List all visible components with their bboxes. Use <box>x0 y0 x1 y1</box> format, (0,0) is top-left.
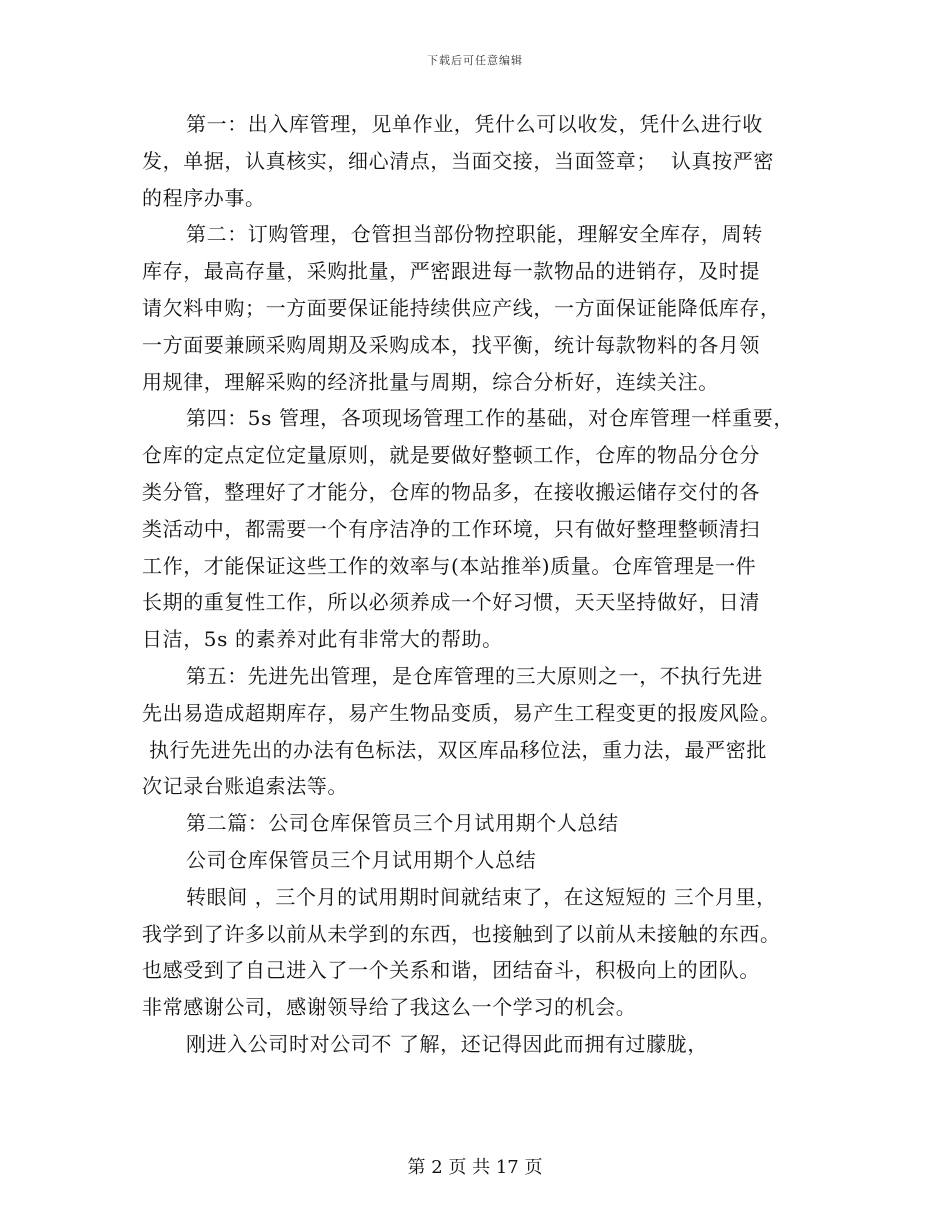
document-body <box>142 106 814 1063</box>
text-line: 第二篇：公司仓库保管员三个月试用期个人总结 <box>186 811 619 836</box>
text-line: 我学到了许多以前从未学到的东西，也接触到了以前从未接触的东西。 <box>142 921 781 946</box>
text-line: 一方面要兼顾采购周期及采购成本，找平衡，统计每款物料的各月领 <box>142 332 760 357</box>
text-line: 长期的重复性工作，所以必须养成一个好习惯，天天坚持做好，日清 <box>142 590 760 615</box>
text-line: 第一：出入库管理，见单作业，凭什么可以收发，凭什么进行收 <box>186 112 763 136</box>
text-line: 请欠料申购；一方面要保证能持续供应产线，一方面保证能降低库存， <box>142 295 781 320</box>
text-line: 次记录台账追索法等。 <box>142 774 348 799</box>
text-line: 转眼间 ，三个月的试用期时间就结束了，在这短短的 三个月里， <box>186 884 777 909</box>
text-line: 公司仓库保管员三个月试用期个人总结 <box>186 847 537 872</box>
text-line: 先出易造成超期库存，易产生物品变质，易产生工程变更的报废风险。 <box>142 700 781 725</box>
text-line: 类分管，整理好了才能分，仓库的物品多，在接收搬运储存交付的各 <box>142 479 760 504</box>
text-line: 类活动中，都需要一个有序洁净的工作环境，只有做好整理整顿清扫 <box>142 516 760 541</box>
text-line: 日洁，5s 的素养对此有非常大的帮助。 <box>142 627 503 652</box>
text-line: 库存，最高存量，采购批量，严密跟进每一款物品的进销存，及时提 <box>142 259 760 284</box>
page-number-footer: 第 2 页 共 17 页 <box>407 1157 543 1178</box>
text-line: 仓库的定点定位定量原则，就是要做好整顿工作，仓库的物品分仓分 <box>142 443 760 468</box>
text-line: 发，单据，认真核实，细心清点，当面交接，当面签章； 认真按严密 <box>142 148 774 173</box>
text-line: 非常感谢公司，感谢领导给了我这么一个学习的机会。 <box>142 995 637 1020</box>
text-line: 执行先进先出的办法有色标法，双区库品移位法，重力法，最严密批 <box>142 737 767 762</box>
text-line: 的程序办事。 <box>142 185 266 210</box>
text-line: 第五：先进先出管理，是仓库管理的三大原则之一，不执行先进 <box>186 663 763 688</box>
page-header: 下载后可任意编辑 <box>427 54 523 67</box>
text-line: 工作，才能保证这些工作的效率与(本站推举)质量。仓库管理是一件 <box>142 553 757 578</box>
text-line: 用规律，理解采购的经济批量与周期，综合分析好，连续关注。 <box>142 369 719 394</box>
text-line: 也感受到了自己进入了一个关系和谐，团结奋斗，积极向上的团队。 <box>142 958 760 983</box>
text-line: 刚进入公司时对公司不 了解，还记得因此而拥有过朦胧， <box>186 1031 708 1056</box>
text-line: 第二：订购管理，仓管担当部份物控职能，理解安全库存，周转 <box>186 222 763 247</box>
text-line: 第四：5s 管理，各项现场管理工作的基础，对仓库管理一样重要， <box>186 406 794 431</box>
